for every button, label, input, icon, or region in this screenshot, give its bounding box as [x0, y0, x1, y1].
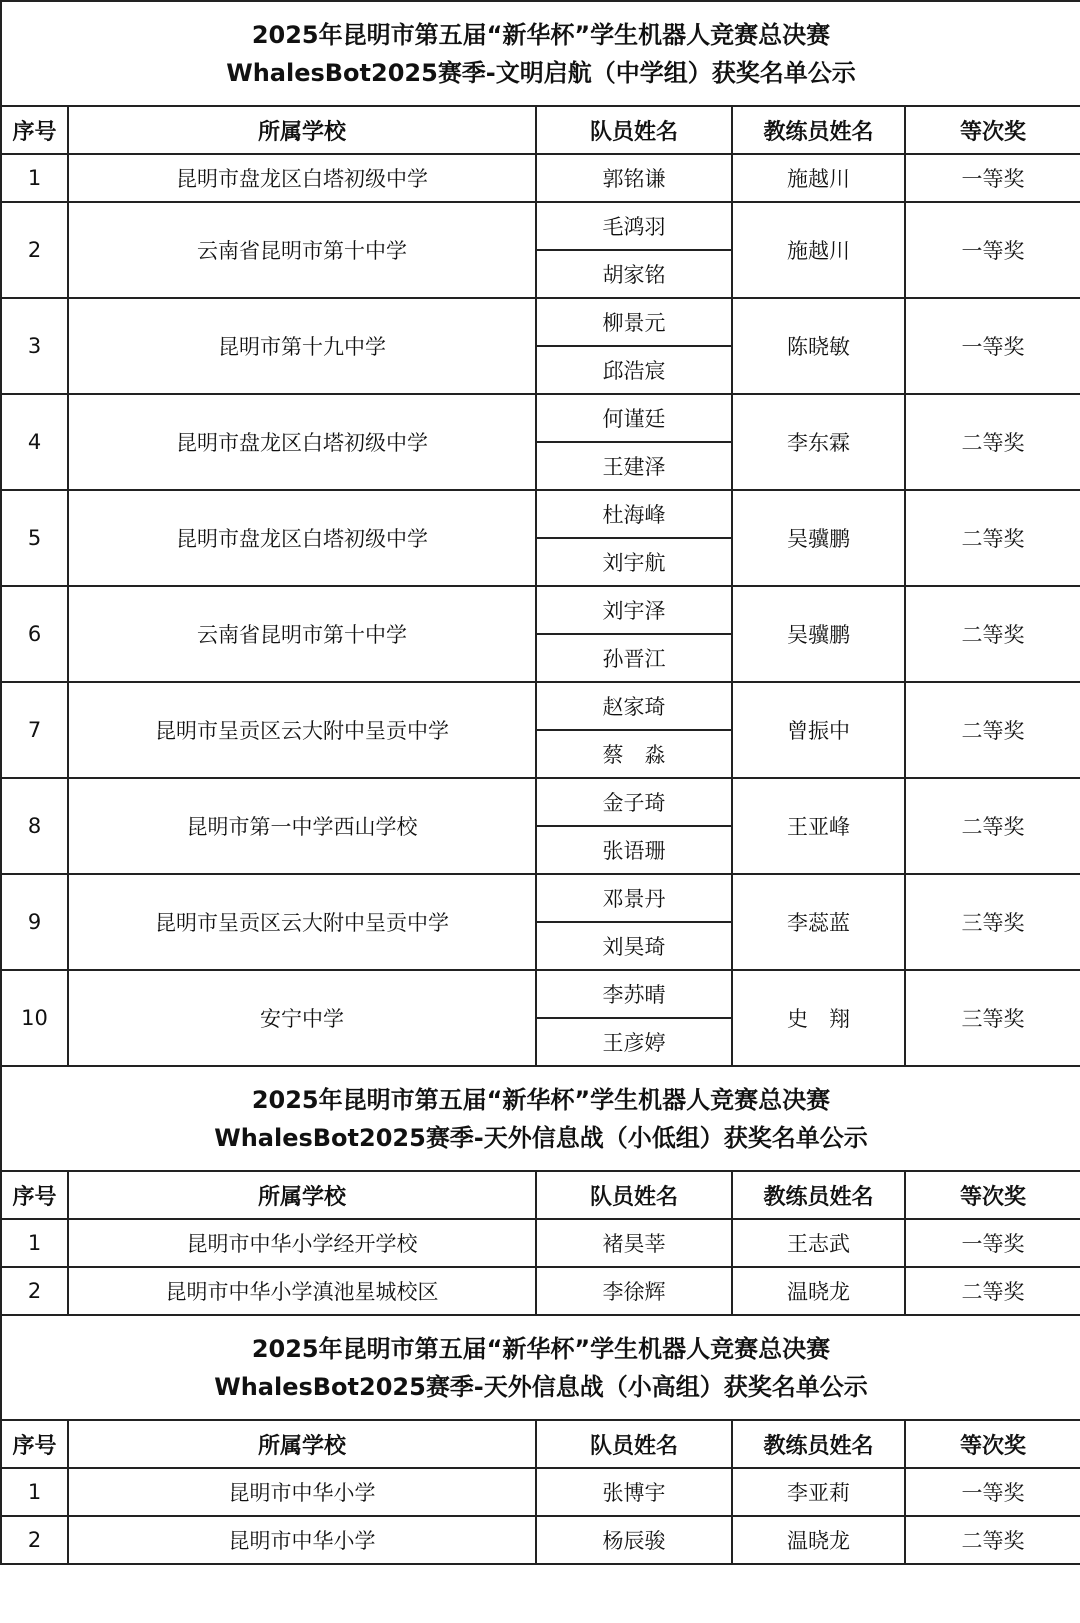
school-cell: 昆明市中华小学滇池星城校区 — [68, 1267, 536, 1315]
section-title-line: 2025年昆明市第五届“新华杯”学生机器人竞赛总决赛 — [251, 1085, 831, 1114]
header-serial: 序号 — [1, 106, 68, 154]
table-row — [1, 1468, 1080, 1516]
school-cell: 昆明市盘龙区白塔初级中学 — [68, 154, 536, 202]
member-cell: 杨辰骏 — [536, 1516, 732, 1564]
table-row — [1, 154, 1080, 202]
member-cell: 张语珊 — [536, 826, 732, 874]
header-row — [1, 1420, 1080, 1468]
coach-cell: 施越川 — [732, 202, 905, 298]
header-members: 队员姓名 — [536, 1420, 732, 1468]
member-cell: 刘宇航 — [536, 538, 732, 586]
award-cell: 一等奖 — [905, 202, 1080, 298]
member-cell: 褚昊莘 — [536, 1219, 732, 1267]
member-cell: 赵家琦 — [536, 682, 732, 730]
section-title-line: 2025年昆明市第五届“新华杯”学生机器人竞赛总决赛 — [251, 1334, 831, 1363]
school-cell: 昆明市中华小学 — [68, 1468, 536, 1516]
header-coach: 教练员姓名 — [732, 106, 905, 154]
table-row — [1, 586, 1080, 634]
coach-cell: 李蕊蓝 — [732, 874, 905, 970]
award-cell: 二等奖 — [905, 490, 1080, 586]
serial-cell: 8 — [1, 778, 68, 874]
member-cell: 刘昊琦 — [536, 922, 732, 970]
coach-cell: 李亚莉 — [732, 1468, 905, 1516]
header-school: 所属学校 — [68, 1420, 536, 1468]
school-cell: 昆明市盘龙区白塔初级中学 — [68, 394, 536, 490]
award-cell: 二等奖 — [905, 778, 1080, 874]
award-cell: 一等奖 — [905, 1219, 1080, 1267]
serial-cell: 1 — [1, 1219, 68, 1267]
header-members: 队员姓名 — [536, 106, 732, 154]
award-cell: 一等奖 — [905, 298, 1080, 394]
section-title-row — [1, 1066, 1080, 1171]
serial-cell: 10 — [1, 970, 68, 1066]
section-title-line: 2025年昆明市第五届“新华杯”学生机器人竞赛总决赛 — [251, 20, 831, 49]
table-row — [1, 1267, 1080, 1315]
member-cell: 邱浩宸 — [536, 346, 732, 394]
school-cell: 昆明市第十九中学 — [68, 298, 536, 394]
award-cell: 一等奖 — [905, 1468, 1080, 1516]
school-cell: 云南省昆明市第十中学 — [68, 202, 536, 298]
header-serial: 序号 — [1, 1171, 68, 1219]
award-cell: 二等奖 — [905, 1516, 1080, 1564]
section-title — [1, 1, 1080, 106]
school-cell: 昆明市呈贡区云大附中呈贡中学 — [68, 682, 536, 778]
serial-cell: 9 — [1, 874, 68, 970]
header-coach: 教练员姓名 — [732, 1420, 905, 1468]
section-title-line: WhalesBot2025赛季-文明启航（中学组）获奖名单公示 — [226, 58, 856, 87]
award-cell: 二等奖 — [905, 1267, 1080, 1315]
coach-cell: 李东霖 — [732, 394, 905, 490]
header-award: 等次奖 — [905, 106, 1080, 154]
member-cell: 孙晋江 — [536, 634, 732, 682]
serial-cell: 7 — [1, 682, 68, 778]
school-cell: 昆明市中华小学经开学校 — [68, 1219, 536, 1267]
serial-cell: 2 — [1, 202, 68, 298]
member-cell: 毛鸿羽 — [536, 202, 732, 250]
table-row — [1, 1219, 1080, 1267]
section-title-line: WhalesBot2025赛季-天外信息战（小低组）获奖名单公示 — [214, 1123, 868, 1152]
member-cell: 杜海峰 — [536, 490, 732, 538]
member-cell: 郭铭谦 — [536, 154, 732, 202]
header-award: 等次奖 — [905, 1420, 1080, 1468]
award-cell: 二等奖 — [905, 394, 1080, 490]
award-cell: 二等奖 — [905, 682, 1080, 778]
header-school: 所属学校 — [68, 1171, 536, 1219]
member-cell: 胡家铭 — [536, 250, 732, 298]
table-row — [1, 298, 1080, 346]
table-row — [1, 202, 1080, 250]
table-row — [1, 682, 1080, 730]
section-title-line: WhalesBot2025赛季-天外信息战（小高组）获奖名单公示 — [214, 1372, 868, 1401]
table-row — [1, 394, 1080, 442]
serial-cell: 1 — [1, 1468, 68, 1516]
school-cell: 昆明市第一中学西山学校 — [68, 778, 536, 874]
award-cell: 三等奖 — [905, 970, 1080, 1066]
member-cell: 李苏晴 — [536, 970, 732, 1018]
coach-cell: 施越川 — [732, 154, 905, 202]
member-cell: 王彦婷 — [536, 1018, 732, 1066]
header-row — [1, 106, 1080, 154]
coach-cell: 吴骥鹏 — [732, 586, 905, 682]
coach-cell: 吴骥鹏 — [732, 490, 905, 586]
member-cell: 蔡 淼 — [536, 730, 732, 778]
section-title-row — [1, 1, 1080, 106]
member-cell: 李徐辉 — [536, 1267, 732, 1315]
member-cell: 金子琦 — [536, 778, 732, 826]
header-row — [1, 1171, 1080, 1219]
serial-cell: 5 — [1, 490, 68, 586]
coach-cell: 温晓龙 — [732, 1267, 905, 1315]
serial-cell: 2 — [1, 1267, 68, 1315]
member-cell: 柳景元 — [536, 298, 732, 346]
award-cell: 一等奖 — [905, 154, 1080, 202]
member-cell: 王建泽 — [536, 442, 732, 490]
table-row — [1, 778, 1080, 826]
school-cell: 安宁中学 — [68, 970, 536, 1066]
school-cell: 昆明市盘龙区白塔初级中学 — [68, 490, 536, 586]
header-coach: 教练员姓名 — [732, 1171, 905, 1219]
coach-cell: 温晓龙 — [732, 1516, 905, 1564]
header-school: 所属学校 — [68, 106, 536, 154]
award-cell: 二等奖 — [905, 586, 1080, 682]
header-members: 队员姓名 — [536, 1171, 732, 1219]
award-cell: 三等奖 — [905, 874, 1080, 970]
serial-cell: 2 — [1, 1516, 68, 1564]
serial-cell: 4 — [1, 394, 68, 490]
school-cell: 云南省昆明市第十中学 — [68, 586, 536, 682]
member-cell: 刘宇泽 — [536, 586, 732, 634]
section-title-row — [1, 1315, 1080, 1420]
table-row — [1, 970, 1080, 1018]
section-title — [1, 1315, 1080, 1420]
coach-cell: 王志武 — [732, 1219, 905, 1267]
header-award: 等次奖 — [905, 1171, 1080, 1219]
member-cell: 张博宇 — [536, 1468, 732, 1516]
table-row — [1, 1516, 1080, 1564]
member-cell: 何谨廷 — [536, 394, 732, 442]
table-row — [1, 490, 1080, 538]
header-serial: 序号 — [1, 1420, 68, 1468]
serial-cell: 3 — [1, 298, 68, 394]
coach-cell: 陈晓敏 — [732, 298, 905, 394]
serial-cell: 6 — [1, 586, 68, 682]
coach-cell: 曾振中 — [732, 682, 905, 778]
serial-cell: 1 — [1, 154, 68, 202]
coach-cell: 史 翔 — [732, 970, 905, 1066]
table-row — [1, 874, 1080, 922]
member-cell: 邓景丹 — [536, 874, 732, 922]
coach-cell: 王亚峰 — [732, 778, 905, 874]
school-cell: 昆明市呈贡区云大附中呈贡中学 — [68, 874, 536, 970]
section-title — [1, 1066, 1080, 1171]
school-cell: 昆明市中华小学 — [68, 1516, 536, 1564]
